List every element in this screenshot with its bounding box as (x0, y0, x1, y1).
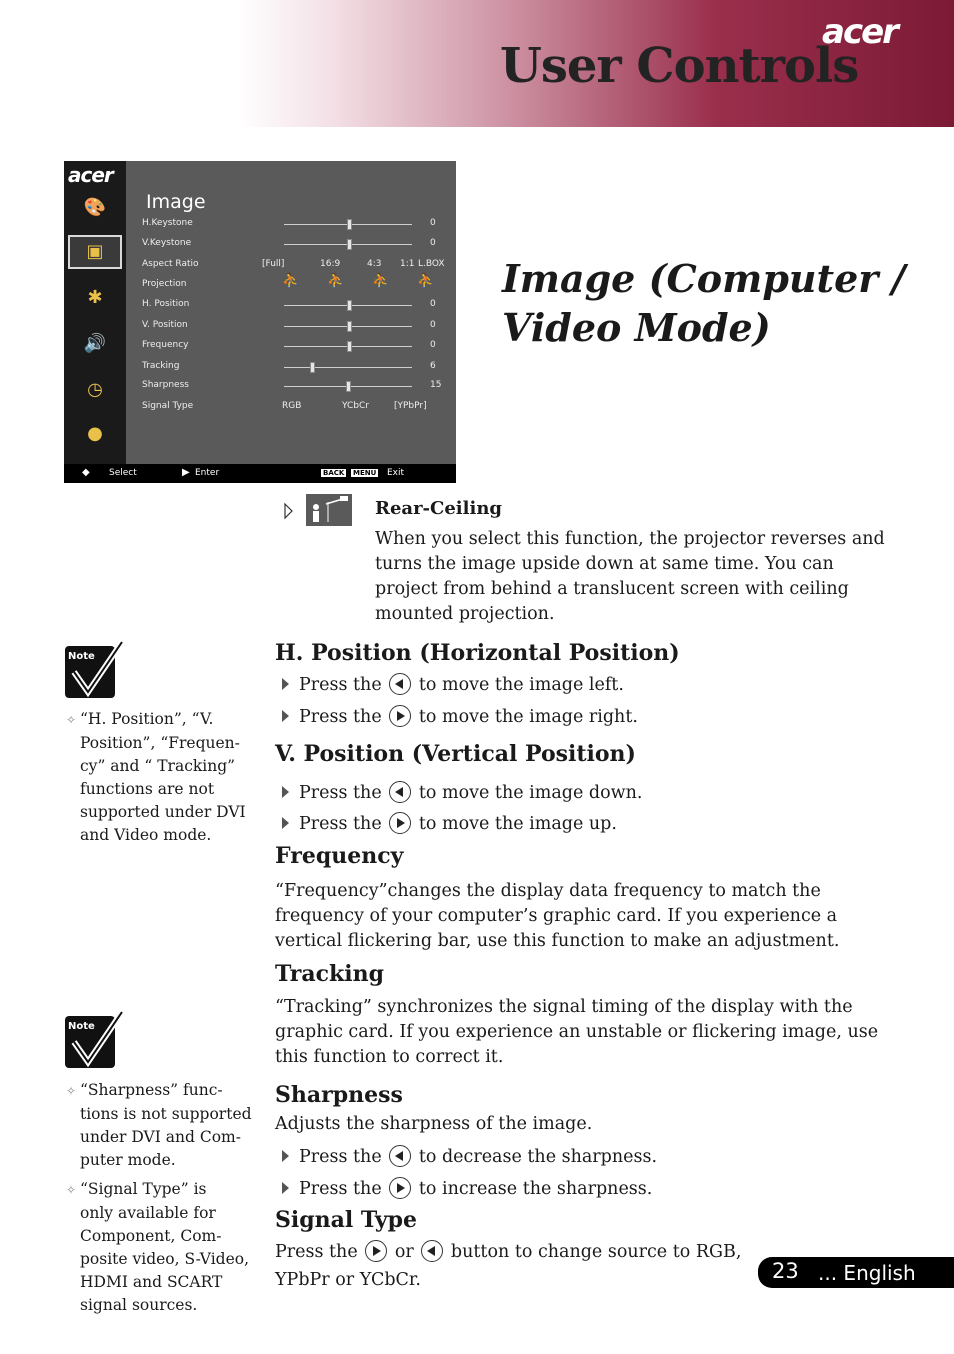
osd-exit-label: Exit (387, 468, 405, 478)
osd-row-label: V.Keystone (142, 238, 192, 248)
osd-slider-knob (347, 341, 352, 352)
note-line: only available for (80, 1204, 216, 1222)
signal-type-title: Signal Type (275, 1207, 418, 1233)
bullet-text: button to change source to RGB, (450, 1242, 742, 1262)
osd-slider-knob (310, 362, 315, 373)
osd-slider-knob (347, 239, 352, 250)
bullet-arrow-icon (282, 1150, 289, 1162)
osd-row-h-position (142, 297, 452, 313)
rear-desktop-icon: ⛹ (372, 273, 390, 289)
osd-row-v-position (142, 318, 452, 334)
note-line: supported under DVI (80, 803, 246, 821)
select-arrows-icon: ◆ (82, 467, 90, 478)
osd-heading: Image (146, 191, 206, 213)
vpos-bullet-up (282, 812, 617, 836)
bullet-text: Press the (299, 1179, 382, 1199)
speaker-icon: 🔊 (83, 333, 107, 354)
osd-row-value: 6 (430, 361, 436, 371)
signal-type-text-line2: YPbPr or YCbCr. (275, 1270, 421, 1290)
osd-row-label: Aspect Ratio (142, 259, 199, 269)
osd-slider-knob (346, 381, 351, 392)
rear-ceiling-text: When you select this function, the projector reverses and turns the image upside down at same time. You can project from behind a translucent screen with ceiling mounted projection. (375, 529, 885, 624)
hpos-bullet-left (282, 673, 624, 697)
osd-option: 16:9 (320, 259, 341, 269)
osd-row-v-keystone (142, 236, 452, 252)
back-key: BACK (323, 469, 345, 477)
rear-ceiling-title: Rear-Ceiling (375, 498, 502, 519)
osd-row-h-keystone (142, 216, 452, 232)
note-icon (64, 1008, 124, 1070)
bullet-text: to increase the sharpness. (418, 1179, 653, 1199)
bullet-arrow-icon (282, 786, 289, 798)
bullet-text: to move the image left. (418, 675, 624, 695)
note-signal-type (66, 1178, 261, 1317)
right-button-icon (365, 1240, 387, 1262)
osd-row-value: 15 (430, 380, 442, 390)
bullet-text: Press the (299, 1147, 382, 1167)
rear-ceiling-icon: ⛹ (417, 273, 435, 289)
osd-row-value: 0 (430, 238, 436, 248)
bullet-arrow-icon (282, 817, 289, 829)
vpos-bullet-down (282, 781, 642, 805)
sharpness-bullet-decrease (282, 1145, 657, 1169)
page-number: 23 (772, 1259, 799, 1283)
note-icon-label: Note (68, 1021, 95, 1032)
bullet-text: Press the (299, 707, 382, 727)
osd-row-label: Sharpness (142, 380, 189, 390)
osd-row-label: Projection (142, 279, 187, 289)
bullet-text: to decrease the sharpness. (418, 1147, 658, 1167)
note-line: under DVI and Com- (80, 1128, 241, 1146)
osd-row-label: H.Keystone (142, 218, 193, 228)
note-line: “Signal Type” is (80, 1180, 207, 1198)
bullet-text: to move the image down. (418, 783, 643, 803)
note-line: “Sharpness” func- (80, 1081, 223, 1099)
osd-option: YCbCr (342, 401, 369, 411)
bullet-text: to move the image right. (418, 707, 638, 727)
osd-row-label: V. Position (142, 320, 188, 330)
osd-row-signal-type (142, 399, 452, 415)
osd-select-label: Select (109, 468, 137, 478)
note-line: signal sources. (80, 1296, 198, 1314)
osd-row-value: 0 (430, 340, 436, 350)
osd-option: L.BOX (418, 259, 445, 269)
hpos-title: H. Position (Horizontal Position) (275, 640, 680, 666)
bullet-arrow-icon (282, 678, 289, 690)
left-button-icon (389, 673, 411, 695)
note-line: cy” and “ Tracking” (80, 757, 236, 775)
page-header (0, 0, 954, 127)
right-button-icon (389, 1177, 411, 1199)
osd-row-sharpness (142, 378, 452, 394)
bullet-text: Press the (299, 783, 382, 803)
osd-option: 4:3 (367, 259, 382, 269)
osd-row-value: 0 (430, 320, 436, 330)
osd-slider-knob (347, 321, 352, 332)
diamond-bullet-icon: ✧ (66, 713, 77, 727)
note-line: “H. Position”, “V. (80, 710, 214, 728)
language-label: ... English (818, 1261, 916, 1285)
note-icon (64, 638, 124, 700)
osd-row-value: 0 (430, 299, 436, 309)
note-line: puter mode. (80, 1151, 176, 1169)
page-title: User Controls (500, 38, 859, 94)
signal-type-text-line1 (275, 1240, 741, 1264)
bullet-arrow-icon (282, 710, 289, 722)
section-title: Image (Computer / Video Mode) (502, 256, 906, 350)
note-line: functions are not (80, 780, 215, 798)
language-icon: ● (87, 423, 103, 444)
osd-option: [Full] (262, 259, 285, 269)
rear-ceiling-icon (306, 494, 352, 526)
osd-enter-label: Enter (195, 468, 220, 478)
osd-logo: acer (68, 163, 113, 187)
left-button-icon (389, 1145, 411, 1167)
osd-row-label: Signal Type (142, 401, 194, 411)
osd-slider-knob (347, 300, 352, 311)
hpos-bullet-right (282, 705, 638, 729)
tracking-title: Tracking (275, 961, 384, 987)
menu-key: MENU (353, 469, 377, 477)
osd-slider-track (284, 367, 412, 368)
bullet-text: or (394, 1242, 414, 1262)
front-ceiling-icon: ⛹ (327, 273, 345, 289)
osd-row-frequency (142, 338, 452, 354)
page-number-badge (758, 1257, 954, 1288)
frequency-text: “Frequency”changes the display data frequency to match the frequency of your computer’s graphic card. If you experience a vertical flickering bar, use this function to make an adjustment. (275, 881, 840, 951)
note-line: tions is not supported (80, 1105, 252, 1123)
osd-option: [YPbPr] (394, 401, 427, 411)
note-line: Component, Com- (80, 1227, 222, 1245)
tracking-text: “Tracking” synchronizes the signal timing of the display with the graphic card. If you experience an unstable or flickering image, use this function to correct it. (275, 997, 879, 1067)
note-line: Position”, “Frequen- (80, 734, 240, 752)
osd-sidebar (64, 161, 126, 464)
note-icon-label: Note (68, 651, 95, 662)
timer-icon: ◷ (87, 379, 103, 400)
osd-option: 1:1 (400, 259, 415, 269)
right-button-icon (389, 705, 411, 727)
osd-row-label: Tracking (142, 361, 180, 371)
sharpness-text: Adjusts the sharpness of the image. (275, 1114, 593, 1134)
right-button-icon (389, 812, 411, 834)
vpos-title: V. Position (Vertical Position) (275, 741, 636, 767)
bullet-arrow-icon (282, 1182, 289, 1194)
note-positions (66, 708, 261, 847)
frequency-title: Frequency (275, 843, 404, 869)
enter-arrow-icon: ▶ (182, 467, 190, 478)
osd-row-aspect-ratio (142, 257, 452, 273)
osd-row-value: 0 (430, 218, 436, 228)
acer-logo: acer (822, 12, 897, 52)
diamond-bullet-icon: ✧ (66, 1183, 77, 1197)
bullet-text: Press the (275, 1242, 358, 1262)
note-line: and Video mode. (80, 826, 212, 844)
front-desktop-icon: ⛹ (282, 273, 300, 289)
left-button-icon (421, 1240, 443, 1262)
osd-slider-knob (347, 219, 352, 230)
osd-screenshot (64, 161, 456, 483)
osd-option: RGB (282, 401, 302, 411)
sharpness-title: Sharpness (275, 1082, 403, 1108)
note-sharpness (66, 1079, 261, 1172)
left-button-icon (389, 781, 411, 803)
bullet-text: Press the (299, 814, 382, 834)
osd-row-projection (142, 273, 452, 293)
bullet-text: to move the image up. (418, 814, 617, 834)
palette-icon: 🎨 (83, 197, 107, 218)
diamond-bullet-icon: ✧ (66, 1084, 77, 1098)
osd-main-panel (126, 161, 456, 464)
settings-icon: ✱ (87, 287, 103, 308)
picture-icon: ▣ (68, 235, 122, 269)
sharpness-bullet-increase (282, 1177, 652, 1201)
osd-footer (64, 464, 456, 483)
bullet-text: Press the (299, 675, 382, 695)
note-line: HDMI and SCART (80, 1273, 223, 1291)
osd-row-tracking (142, 359, 452, 375)
note-line: posite video, S-Video, (80, 1250, 250, 1268)
osd-row-label: H. Position (142, 299, 190, 309)
bullet-arrow-icon (284, 502, 294, 520)
osd-row-label: Frequency (142, 340, 189, 350)
